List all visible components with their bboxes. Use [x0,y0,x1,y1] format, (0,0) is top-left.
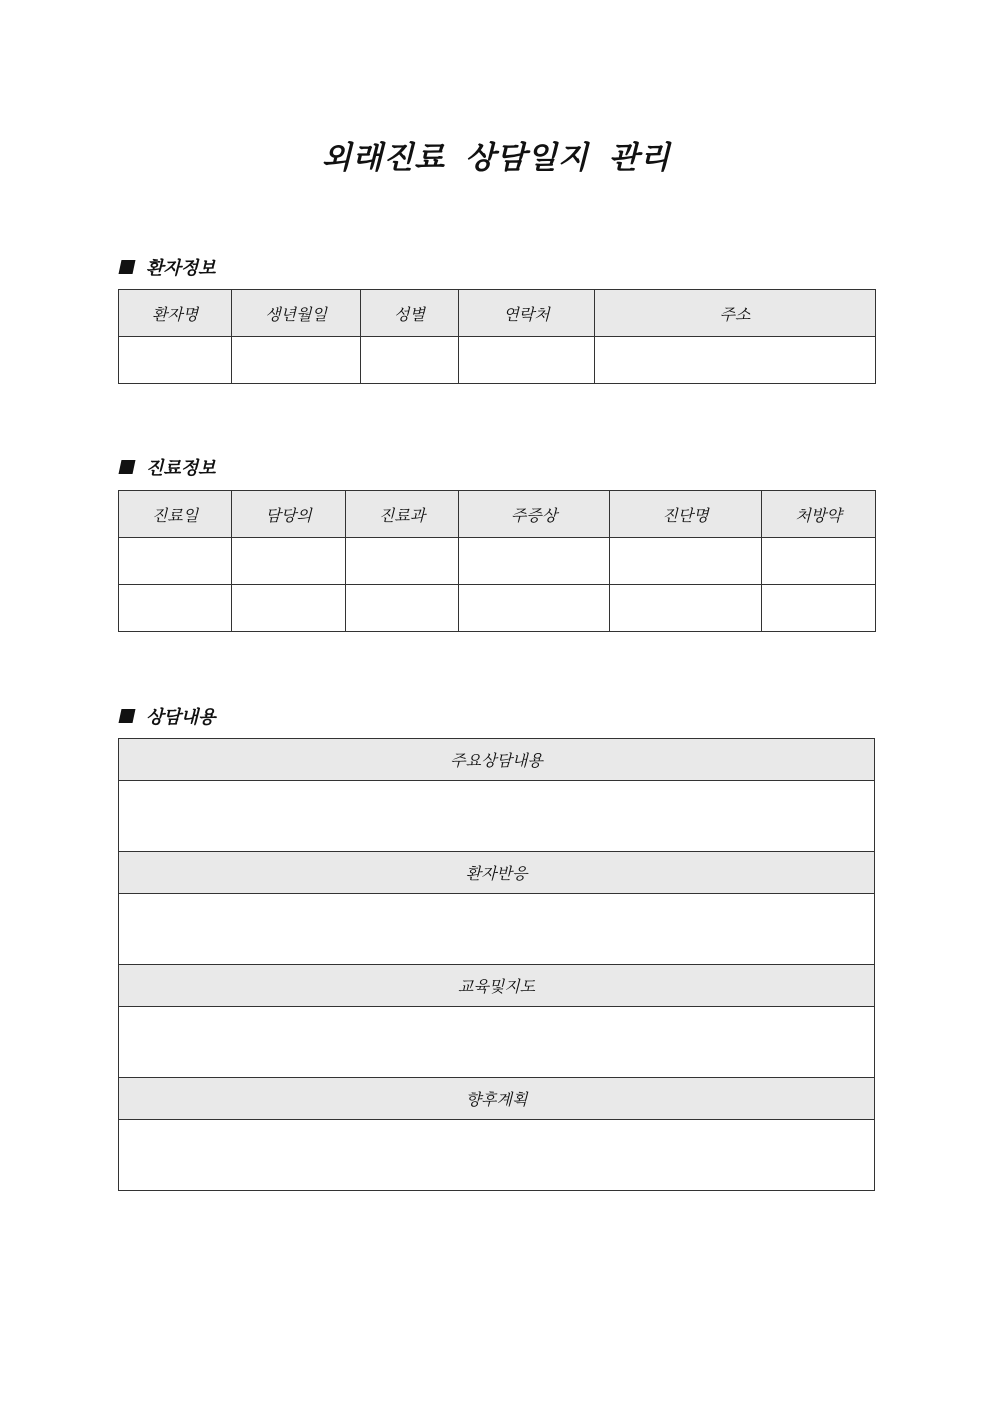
table-row [119,585,876,632]
consult-header-main-content: 주요상담내용 [119,739,875,781]
consult-header-future-plan: 향후계획 [119,1078,875,1120]
column-header-name: 환자명 [119,290,232,337]
diagnosis-cell[interactable] [610,585,762,632]
contact-cell[interactable] [459,337,595,384]
square-bullet-icon [119,460,136,474]
section-heading-label: 상담내용 [146,707,216,728]
column-header-doctor: 담당의 [232,491,346,538]
table-row [119,337,876,384]
diagnosis-cell[interactable] [610,538,762,585]
table-header-row [119,965,875,1007]
table-row [119,538,876,585]
prescription-cell[interactable] [762,538,876,585]
patient-info-table [118,289,876,384]
symptom-cell[interactable] [459,538,610,585]
address-cell[interactable] [595,337,876,384]
table-header-row [119,290,876,337]
table-header-row [119,1078,875,1120]
doctor-cell[interactable] [232,538,346,585]
column-header-department: 진료과 [346,491,459,538]
square-bullet-icon [119,260,136,274]
column-header-prescription: 처방약 [762,491,876,538]
department-cell[interactable] [346,538,459,585]
section-heading-label: 진료정보 [146,458,216,479]
table-row [119,781,875,852]
prescription-cell[interactable] [762,585,876,632]
column-header-visit-date: 진료일 [119,491,232,538]
section-heading-patient [120,254,216,280]
table-header-row [119,852,875,894]
section-heading-label: 환자정보 [146,258,216,279]
consult-header-patient-response: 환자반응 [119,852,875,894]
education-field[interactable] [119,1007,875,1078]
square-bullet-icon [119,709,136,723]
table-header-row [119,491,876,538]
table-row [119,1120,875,1191]
visit-date-cell[interactable] [119,585,232,632]
birthdate-cell[interactable] [232,337,361,384]
column-header-address: 주소 [595,290,876,337]
main-content-field[interactable] [119,781,875,852]
column-header-diagnosis: 진단명 [610,491,762,538]
column-header-symptom: 주증상 [459,491,610,538]
page-title: 외래진료 상담일지 관리 [321,140,671,176]
visit-date-cell[interactable] [119,538,232,585]
section-heading-consultation [120,703,216,729]
patient-response-field[interactable] [119,894,875,965]
column-header-contact: 연락처 [459,290,595,337]
department-cell[interactable] [346,585,459,632]
symptom-cell[interactable] [459,585,610,632]
gender-cell[interactable] [361,337,459,384]
table-header-row [119,739,875,781]
patient-name-cell[interactable] [119,337,232,384]
column-header-birthdate: 생년월일 [232,290,361,337]
treatment-info-table [118,490,876,632]
table-row [119,1007,875,1078]
column-header-gender: 성별 [361,290,459,337]
consult-header-education: 교육및지도 [119,965,875,1007]
consultation-table [118,738,875,1191]
doctor-cell[interactable] [232,585,346,632]
table-row [119,894,875,965]
section-heading-treatment [120,454,216,480]
future-plan-field[interactable] [119,1120,875,1191]
